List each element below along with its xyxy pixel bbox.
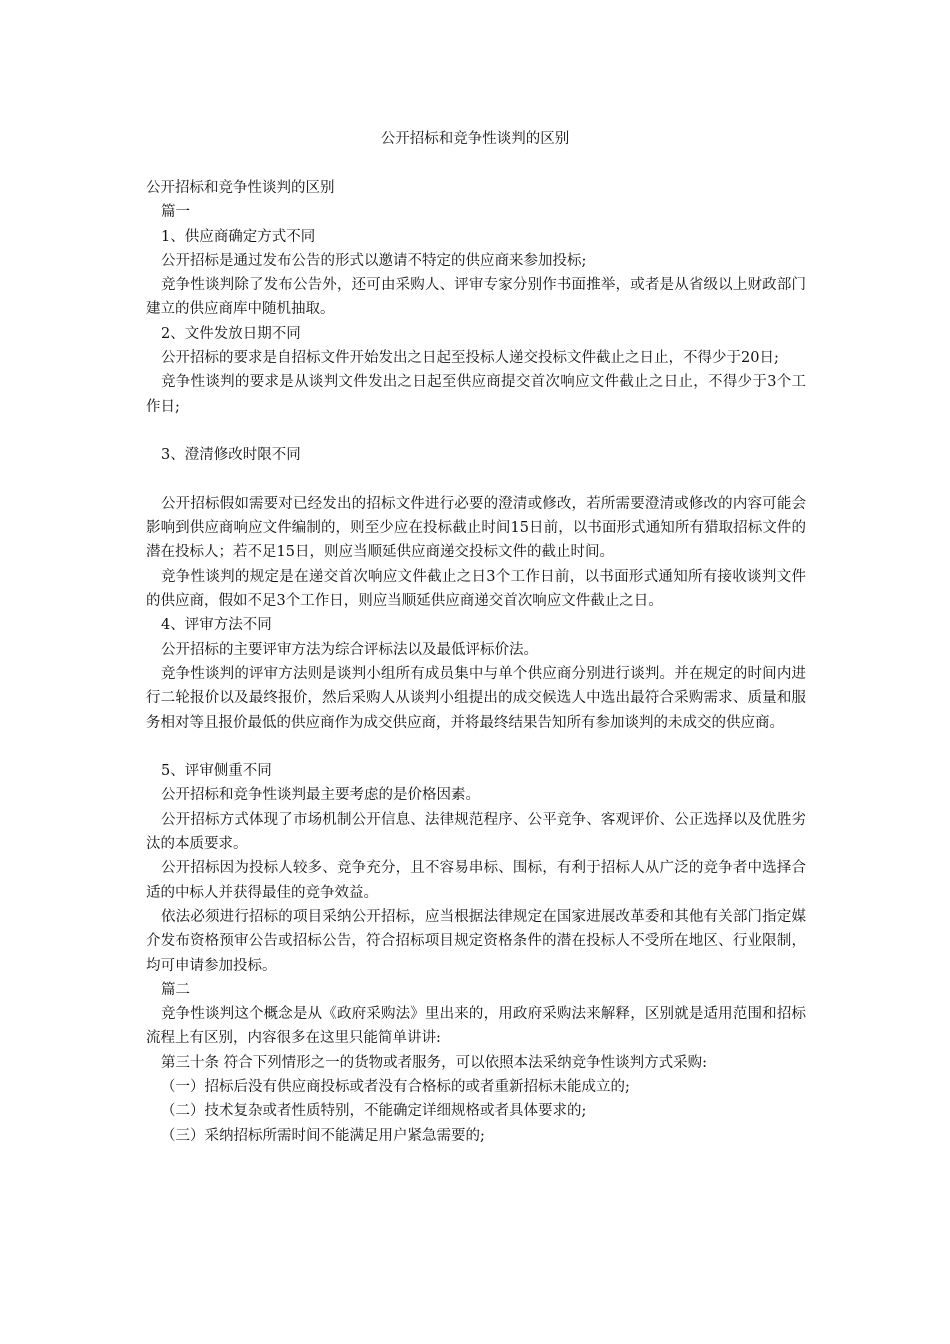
- paragraph: 公开招标的要求是自招标文件开始发出之日起至投标人递交投标文件截止之日止，不得少于20日;: [161, 350, 779, 367]
- paragraph: 竞争性谈判的规定是在递交首次响应文件截止之日3个工作日前，以书面形式通知所有接收谈判文件的供应商，假如不足3个工作日，则应当顺延供应商递交首次响应文件截止之日。: [146, 568, 806, 610]
- paragraph: 1、供应商确定方式不同: [161, 228, 316, 245]
- blank-line: [146, 735, 806, 759]
- paragraph: 4、评审方法不同: [161, 617, 272, 634]
- blank-line: [146, 419, 806, 443]
- document-title: 公开招标和竞争性谈判的区别: [380, 131, 570, 147]
- paragraph: 竞争性谈判除了发布公告外，还可由采购人、评审专家分别作书面推举，或者是从省级以上财政部门建立的供应商库中随机抽取。: [146, 277, 806, 318]
- paragraph: 2、文件发放日期不同: [161, 325, 301, 342]
- paragraph: 公开招标方式体现了市场机制公开信息、法律规范程序、公平竞争、客观评价、公正选择以及优胜劣汰的本质要求。: [146, 811, 806, 853]
- paragraph: 公开招标的主要评审方法为综合评标法以及最低评标价法。: [161, 641, 538, 658]
- paragraph: （三）采纳招标所需时间不能满足用户紧急需要的;: [161, 1127, 485, 1144]
- paragraph: 公开招标是通过发布公告的形式以邀请不特定的供应商来参加投标;: [161, 252, 587, 269]
- document-body: [146, 176, 806, 1148]
- paragraph: （一）招标后没有供应商投标或者没有合格标的或者重新招标未能成立的;: [161, 1078, 630, 1095]
- paragraph: 公开招标和竞争性谈判最主要考虑的是价格因素。: [161, 787, 480, 804]
- paragraph: 竞争性谈判这个概念是从《政府采购法》里出来的，用政府采购法来解释，区别就是适用范围和招标流程上有区别，内容很多在这里只能简单讲讲:: [146, 1006, 806, 1047]
- paragraph: 竞争性谈判的评审方法则是谈判小组所有成员集中与单个供应商分别进行谈判。并在规定的时间内进行二轮报价以及最终报价，然后采购人从谈判小组提出的成交候选人中选出最符合采购需求、质量和服务相对等且报价最低的供应商作为成交供应商，并将最终结果告知所有参加谈判的未成交的供应商。: [146, 665, 806, 731]
- paragraph: 篇二: [161, 981, 190, 998]
- paragraph: 公开招标和竞争性谈判的区别: [146, 180, 335, 196]
- paragraph: 公开招标因为投标人较多、竞争充分，且不容易串标、围标，有利于招标人从广泛的竞争者中选择合适的中标人并获得最佳的竞争效益。: [146, 860, 806, 901]
- paragraph: 依法必须进行招标的项目采纳公开招标，应当根据法律规定在国家进展改革委和其他有关部门指定媒介发布资格预审公告或招标公告，符合招标项目规定资格条件的潜在投标人不受所在地区、行业限制，均可申请参加投标。: [146, 908, 806, 974]
- paragraph: 竞争性谈判的要求是从谈判文件发出之日起至供应商提交首次响应文件截止之日止，不得少于3个工作日;: [146, 374, 806, 415]
- paragraph: 3、澄清修改时限不同: [161, 447, 301, 464]
- blank-line: [146, 468, 806, 492]
- paragraph: 第三十条 符合下列情形之一的货物或者服务，可以依照本法采纳竞争性谈判方式采购:: [161, 1054, 707, 1071]
- paragraph: 5、评审侧重不同: [161, 763, 272, 780]
- paragraph: 篇一: [161, 204, 190, 221]
- paragraph: （二）技术复杂或者性质特别，不能确定详细规格或者具体要求的;: [161, 1103, 587, 1120]
- paragraph: 公开招标假如需要对已经发出的招标文件进行必要的澄清或修改，若所需要澄清或修改的内容可能会影响到供应商响应文件编制的，则至少应在投标截止时间15日前，以书面形式通知所有猎取招标文件的潜在投标人；若不足15日，则应当顺延供应商递交投标文件的截止时间。: [146, 495, 806, 561]
